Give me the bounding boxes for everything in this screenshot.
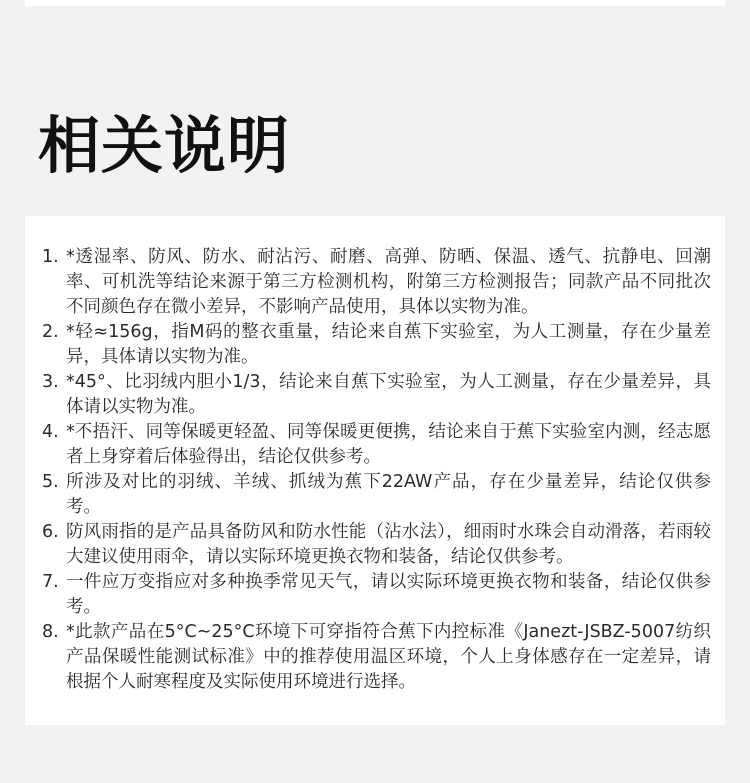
note-number: 8. [42,622,59,642]
note-text: 一件应万变指应对多种换季常见天气，请以实际环境更换衣物和装备，结论仅供参考。 [66,572,711,617]
note-item [42,620,711,695]
note-text: *不捂汗、同等保暖更轻盈、同等保暖更便携，结论来自于蕉下实验室内测，经志愿者上身穿着后体验得出，结论仅供参考。 [66,422,711,467]
note-text: *此款产品在5°C~25°C环境下可穿指符合蕉下内控标准《Janezt-JSBZ-5007纺织产品保暖性能测试标准》中的推荐使用温区环境，个人上身体感存在一定差异，请根据个人耐寒程度及实际使用环境进行选择。 [66,622,711,692]
previous-section-card [25,0,725,6]
note-item [42,570,711,620]
page-title: 相关说明 [38,109,291,182]
note-text: *轻≈156g，指M码的整衣重量，结论来自蕉下实验室，为人工测量，存在少量差异，具体请以实物为准。 [66,322,711,367]
note-number: 7. [42,572,59,592]
notes-card [25,216,725,725]
note-number: 1. [42,247,59,267]
note-item [42,420,711,470]
note-text: 所涉及对比的羽绒、羊绒、抓绒为蕉下22AW产品，存在少量差异，结论仅供参考。 [66,472,711,517]
note-text: *45°、比羽绒内胆小1/3，结论来自蕉下实验室，为人工测量，存在少量差异，具体请以实物为准。 [66,372,711,417]
note-text: *透湿率、防风、防水、耐沾污、耐磨、高弹、防晒、保温、透气、抗静电、回潮率、可机洗等结论来源于第三方检测机构，附第三方检测报告；同款产品不同批次不同颜色存在微小差异，不影响产品使用，具体以实物为准。 [66,247,711,317]
note-number: 5. [42,472,59,492]
note-item [42,470,711,520]
note-item [42,245,711,320]
note-item [42,370,711,420]
note-item [42,320,711,370]
note-number: 2. [42,322,59,342]
note-number: 4. [42,422,59,442]
note-number: 6. [42,522,59,542]
note-item [42,520,711,570]
note-number: 3. [42,372,59,392]
note-text: 防风雨指的是产品具备防风和防水性能（沾水法），细雨时水珠会自动滑落，若雨较大建议使用雨伞，请以实际环境更换衣物和装备，结论仅供参考。 [66,522,711,567]
notes-list [42,245,711,695]
